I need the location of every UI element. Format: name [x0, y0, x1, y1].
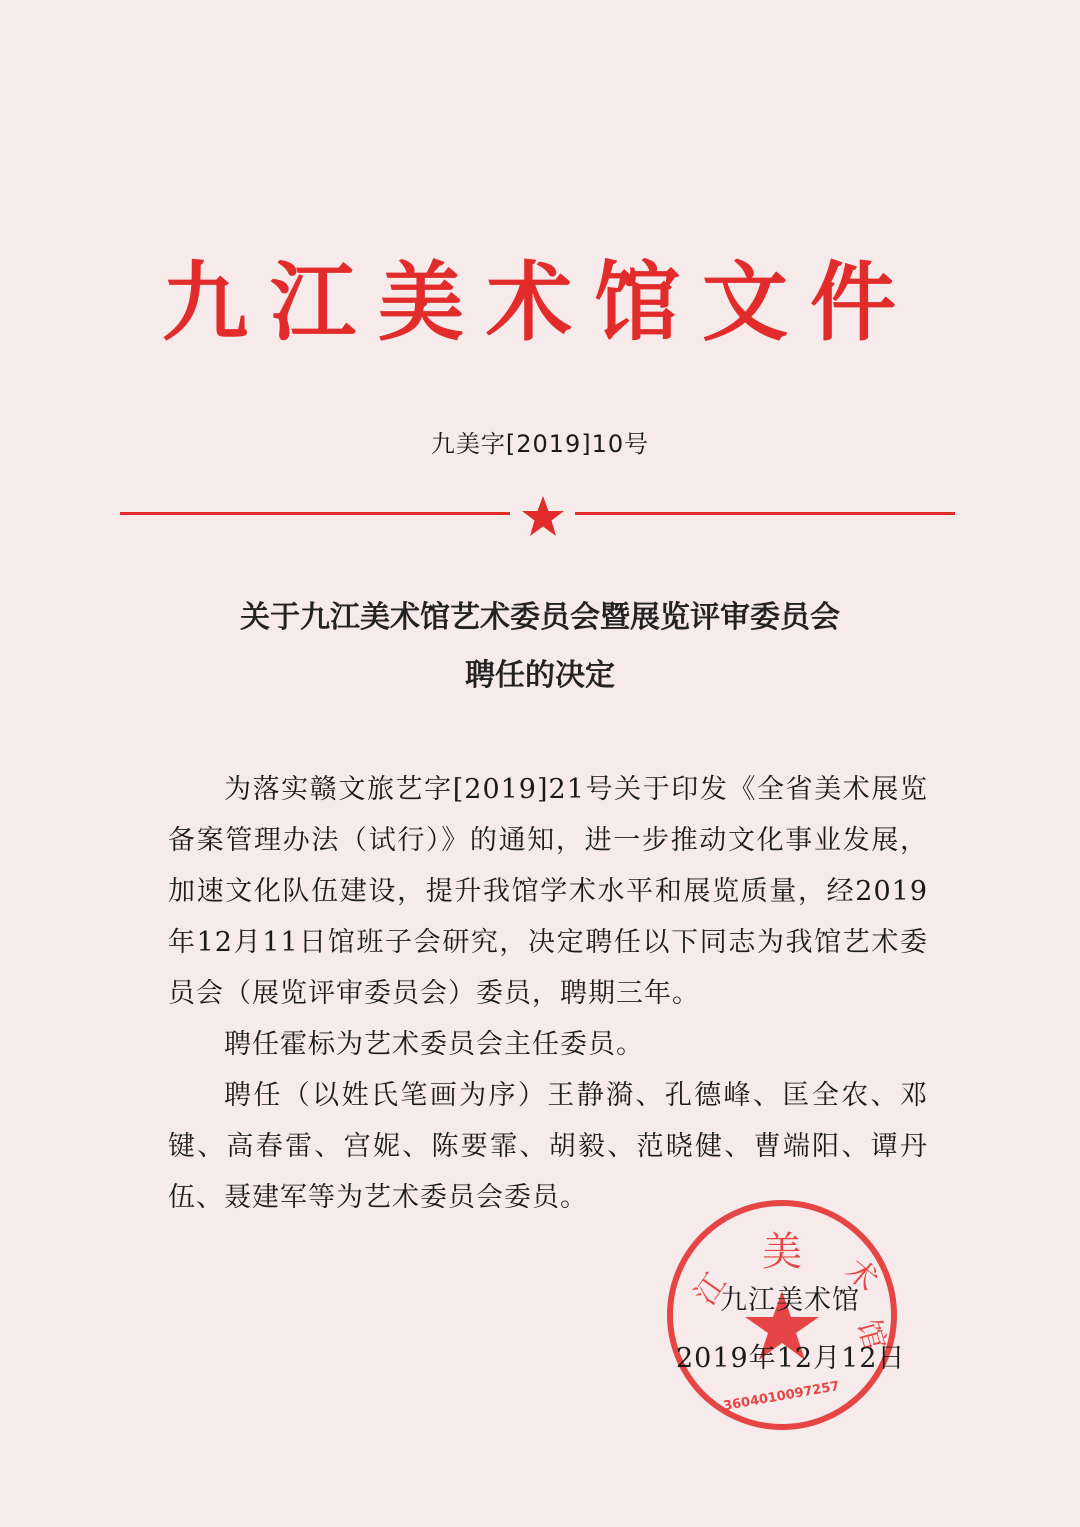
- red-rule-right: [575, 512, 955, 515]
- masthead-title: 九江美术馆文件: [162, 252, 918, 353]
- body-paragraph-1: 为落实赣文旅艺字[2019]21号关于印发《全省美术展览备案管理办法（试行）》的通知，进一步推动文化事业发展，加速文化队伍建设，提升我馆学术水平和展览质量，经2019年12月11日馆班子会研究，决定聘任以下同志为我馆艺术委员会（展览评审委员会）委员，聘期三年。: [168, 774, 928, 1009]
- svg-text:美: 美: [762, 1229, 802, 1275]
- star-icon: [520, 494, 566, 538]
- signature-organization: 九江美术馆: [720, 1285, 860, 1316]
- decision-title-line1: 关于九江美术馆艺术委员会暨展览评审委员会: [240, 600, 840, 635]
- red-rule-left: [120, 512, 510, 515]
- svg-text:江: 江: [687, 1266, 734, 1312]
- svg-text:3604010097257: 3604010097257: [722, 1378, 841, 1415]
- body-paragraph-3: 聘任（以姓氏笔画为序）王静漪、孔德峰、匡全农、邓键、高春雷、宫妮、陈要霏、胡毅、范晓健、曹端阳、谭丹伍、聂建军等为艺术委员会委员。: [168, 1080, 928, 1213]
- svg-text:馆: 馆: [850, 1316, 892, 1355]
- decision-title-line2: 聘任的决定: [465, 658, 615, 693]
- body-text: [168, 764, 928, 1223]
- svg-text:术: 术: [838, 1252, 885, 1299]
- body-paragraph-2: 聘任霍标为艺术委员会主任委员。: [224, 1029, 644, 1060]
- signature-date: 2019年12月12日: [676, 1343, 906, 1374]
- document-number: 九美字[2019]10号: [430, 430, 650, 458]
